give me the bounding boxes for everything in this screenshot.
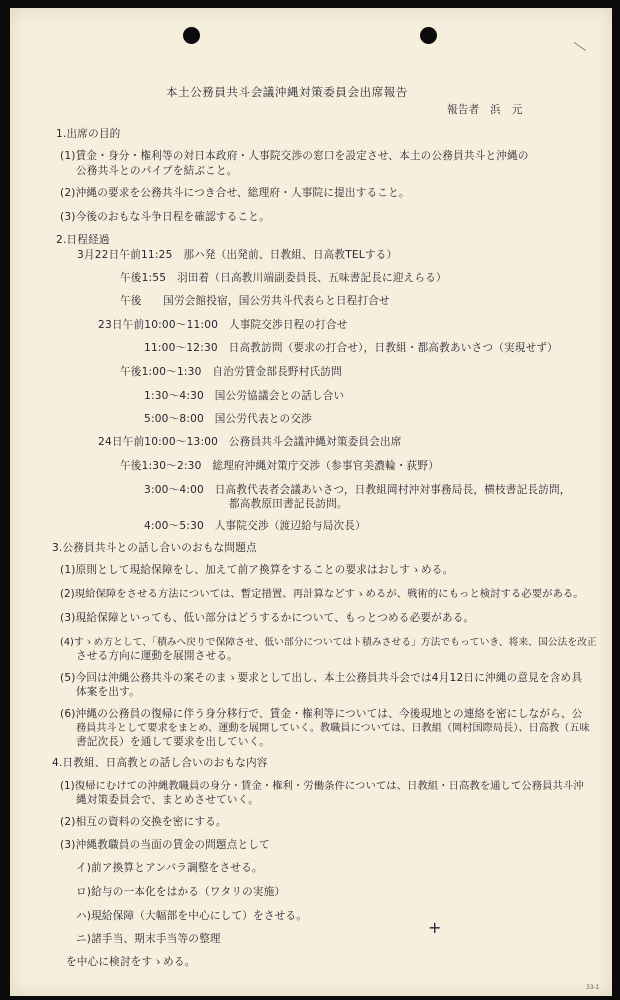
text-line: (2)沖縄の要求を公務共斗につき合せ、総理府・人事院に提出すること。 [60,187,410,199]
cross-mark: + [428,918,442,937]
punch-hole [420,27,437,44]
text-line: (1)賃金・身分・権利等の対日本政府・人事院交渉の窓口を設定させ、本土の公務員共斗と沖縄の [60,150,529,162]
text-line: (1)原則として現給保障をし、加えて前ア換算をすることの要求はおしすゝめる。 [60,564,454,576]
text-line: を中心に検討をすゝめる。 [66,956,196,968]
text-line: 縄対策委員会で、まとめさせていく。 [76,794,260,806]
schedule-line: 23日午前10:00～11:00 人事院交渉日程の打合せ [98,319,348,331]
reporter-line: 報告者 浜 元 [447,104,523,116]
text-line: ハ)現給保障（大幅部を中心にして）をさせる。 [76,910,307,922]
schedule-line: 午後 国労会館投宿，国公労共斗代表らと日程打合せ [120,295,390,307]
text-line: 公務共斗とのパイプを結ぶこと。 [76,165,238,177]
section-heading: 4.日教組、日高教との話し合いのおもな内容 [52,757,268,769]
schedule-line: 3月22日午前11:25 那ハ発（出発前、日教組、日高教TELする） [77,249,398,261]
text-line: させる方向に運動を展開させる。 [76,650,238,662]
schedule-line: 5:00～8:00 国公労代表との交渉 [144,413,312,425]
doc-title: 本土公務員共斗会議沖縄対策委員会出席報告 [166,85,408,99]
schedule-line: 24日午前10:00～13:00 公務員共斗会議沖縄対策委員会出席 [98,436,402,448]
schedule-line: 11:00～12:30 日高教訪問（要求の打合せ），日教組・都高教あいさつ（実現せず） [144,342,558,354]
text-line: ロ)給与の一本化をはかる（ワタリの実施） [76,886,286,898]
page-code: 33-1 [586,985,600,991]
text-line: 体案を出す。 [76,686,140,698]
text-line: (3)今後のおもな斗争日程を確認すること。 [60,211,270,223]
schedule-line: 4:00～5:30 人事院交渉（渡辺給与局次長） [144,520,366,532]
section-heading: 3.公務員共斗との話し合いのおもな問題点 [52,542,257,554]
text-line: (3)沖縄教職員の当面の賃金の問題点として [60,839,270,851]
punch-hole [183,27,200,44]
schedule-line: 都高教原田書記長訪問。 [229,498,348,510]
schedule-line: 3:00～4:00 日高教代表者会議あいさつ，日教組岡村沖対事務局長，横枝書記長訪問， [144,484,571,496]
text-line: (2)相互の資料の交換を密にする。 [60,816,227,828]
document-sheet [10,8,612,996]
text-line: (2)現給保障をさせる方法については、暫定措置、再計算などすゝめるが、戦術的にもっと検討する必要がある。 [60,588,584,600]
section-heading: 1.出席の目的 [56,128,121,140]
paper-mark [574,42,586,51]
section-heading: 2.日程経過 [56,234,110,246]
text-line: (5)今回は沖縄公務共斗の案そのまゝ要求として出し、本土公務員共斗会では4月12日に沖縄の意見を含め具 [60,672,583,684]
text-line: 務員共斗として要求をまとめ、運動を展開していく。教職員については、日教組（岡村国際局長）、日高教（五味 [76,723,590,734]
schedule-line: 午後1:30～2:30 総理府沖縄対策庁交渉（参事官美濃輪・荻野） [120,460,440,472]
schedule-line: 午後1:55 羽田着（日高教川端副委員長、五味書記長に迎えらる） [120,272,447,284]
text-line: イ)前ア換算とアンバラ調整をさせる。 [76,862,263,874]
text-line: (1)復帰にむけての沖縄教職員の身分・賃金・権利・労働条件については、日教組・日高教を通して公務員共斗沖 [60,780,584,792]
text-line: (4)すゝめ方として、「積みへ戻りで保障させ、低い部分についてはト積みさせる」方法でもっていき、将来、国公法を改正 [60,637,597,648]
text-line: (3)現給保障といっても、低い部分はどうするかについて、もっとつめる必要がある。 [60,612,475,624]
schedule-line: 1:30～4:30 国公労協議会との話し合い [144,390,345,402]
text-line: (6)沖縄の公務員の復帰に伴う身分移行で、賃金・権利等については、今後現地との連絡を密にしながら、公 [60,708,583,720]
text-line: ニ)諸手当、期末手当等の整理 [76,933,221,945]
schedule-line: 午後1:00～1:30 自治労賃金部長野村氏訪問 [120,366,342,378]
text-line: 書記次長）を通して要求を出していく。 [76,736,271,748]
